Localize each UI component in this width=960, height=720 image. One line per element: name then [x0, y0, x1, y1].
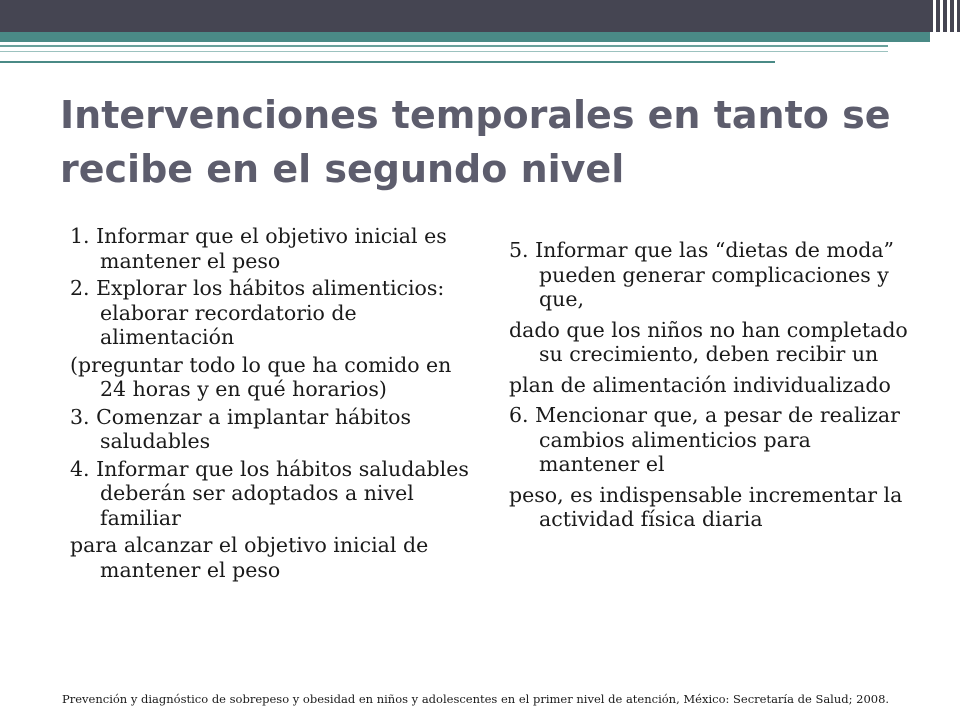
slide-title: Intervenciones temporales en tanto se recibe en el segundo nivel: [60, 93, 891, 191]
list-item: dado que los niños no han completado su crecimiento, deben recibir un: [509, 317, 908, 366]
list-item: para alcanzar el objetivo inicial de mantener el peso: [70, 533, 429, 582]
accent-band-decoration: [0, 32, 930, 42]
list-item: (preguntar todo lo que ha comido en 24 horas y en qué horarios): [70, 352, 452, 401]
corner-stripes-decoration: [930, 0, 960, 48]
list-item: 5. Informar que las “dietas de moda” pueden generar complicaciones y que,: [509, 238, 895, 311]
list-item: 3. Comenzar a implantar hábitos saludables: [70, 404, 412, 453]
accent-line-decoration: [0, 61, 775, 63]
list-item: 4. Informar que los hábitos saludables deberán ser adoptados a nivel familiar: [70, 456, 469, 530]
accent-line-decoration: [0, 45, 888, 47]
accent-line-decoration: [0, 51, 888, 52]
top-bar-decoration: [0, 0, 960, 32]
list-item: peso, es indispensable incrementar la actividad física diaria: [509, 482, 903, 531]
list-item: 1. Informar que el objetivo inicial es mantener el peso: [70, 224, 447, 273]
list-item: plan de alimentación individualizado: [509, 372, 891, 397]
list-item: 6. Mencionar que, a pesar de realizar cambios alimenticios para mantener el: [509, 403, 900, 476]
left-column-list: [70, 224, 470, 585]
source-citation: Prevención y diagnóstico de sobrepeso y obesidad en niños y adolescentes en el primer nivel de atención, México: Secretaría de Salud; 2008.: [62, 692, 890, 706]
right-column-list: [509, 238, 909, 538]
list-item: 2. Explorar los hábitos alimenticios: elaborar recordatorio de alimentación: [70, 276, 445, 349]
